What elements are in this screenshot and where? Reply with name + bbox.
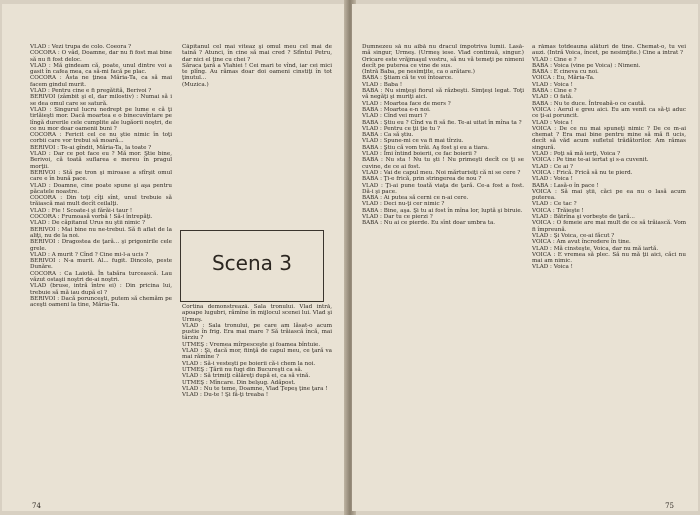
text-paragraph: BABA : Lasă-o în pace ! <box>532 182 599 189</box>
page-number-left: 74 <box>32 502 41 510</box>
text-paragraph: VLAD : Pentru ce ţii ţie tu ? <box>362 125 441 132</box>
text-paragraph: VLAD : Îmi întind boierii, ce fac boierii ? <box>362 151 477 158</box>
text-paragraph: VLAD : A murit ? Cînd ? Cine mi-l-a ucis ? <box>30 251 149 258</box>
text-paragraph: COCORA : Frumoasă vorbă ! Să-i întrepăţi. <box>30 214 153 221</box>
text-paragraph: VOICA : Frică. Frică să nu te pierd. <box>532 169 633 176</box>
text-paragraph: COCORA : Ăsta ne ţinea Măria-Ta, ca să mai facem gindul murit. <box>30 75 172 88</box>
text-paragraph: BERIVOI : N-a murit. Al... fugit. Dincolo, peste Dunăre. <box>30 258 172 271</box>
text-paragraph: VLAD : Dar ce pot face eu ? Mă mor. Ştie bine, Berivoi, că toată suflarea e mereu în pragul morţii. <box>30 151 172 170</box>
text-paragraph: BERIVOI (zâmbit şi el, dar milostiv) : Numai să i se dea omul care se satură. <box>30 94 172 107</box>
text-paragraph: VLAD : Voica ! <box>532 264 573 271</box>
text-paragraph: BABA : Ştiam că te voi întoarce. <box>362 75 453 82</box>
text-paragraph: VLAD : Vezi trupa de colo. Coeora ? <box>30 44 132 50</box>
text-paragraph: BERIVOI : Mai bine nu ne-trebui. Să fi aflat de la aliţi, nu de la noi. <box>30 226 172 239</box>
text-paragraph: VLAD : Fie ! Scoate-i şi fărăi-i taur ! <box>30 207 133 214</box>
text-paragraph: COCORA : Din toţi cîţi sînt, unul trebuie să trăiască mai mult decît ceilalţi. <box>30 195 172 208</box>
text-paragraph: Dumnezeu să nu aibă nu dracul împotriva lumii. Lasă-mă singur, Urmeş. (Urmeş iese. Vlad continuă, singur.) Oricare este vrăjmaşul vostru, să nu vă temeţi pe nimeni decît pe puterea ce vine de sus. <box>362 44 524 69</box>
text-paragraph: VLAD : Mă gindeam că, poate, unul dintre voi a gasit în cafea mea, ca să-mi facă pe plac. <box>30 62 172 76</box>
text-paragraph: COCORA : Fericit cel ce nu ştie nimic în toţi corbii care vor trebui să moară... <box>30 132 172 145</box>
text-paragraph: VLAD (bruse, intră între ei) : Din pricina lui, trebuie să mă iau după el ? <box>30 283 172 296</box>
text-paragraph: VLAD : Şi, dacă mor, fiinţă de capul meu, ce ţară va mai rămîne ? <box>182 348 332 361</box>
text-paragraph: BABA : Ai putea să cerni ce n-ai cere. <box>362 195 469 202</box>
right-page-column-2 <box>532 44 686 511</box>
text-paragraph: BERIVOI : Stă pe tron şi miroase a sfîrşit omul care e în bună pace. <box>30 169 172 183</box>
text-paragraph: VOICA : Trăieşte ! <box>532 207 584 214</box>
text-paragraph: VLAD : Mă cinsteşte, Voica, dar nu mă iartă. <box>532 245 659 252</box>
text-paragraph: VOICA : Aerul e greu aici. Eu am venit ca să-ţi aduc ce ţi-ai poruncit. <box>532 106 686 120</box>
text-paragraph: BABA : Nu simţeşi fiorul să răzbeşti. Simţeşi legat. Toţi vă negăţi şi muriţi aici. <box>362 88 524 101</box>
text-paragraph: (Muzica.) <box>182 81 209 88</box>
text-paragraph: VOICA : Să mai ştii, căci pe ea nu o lasă acum puterea. <box>532 188 686 202</box>
text-paragraph: BABA : Ştiu eu ? Cînd va fi să fie. Te-ai uitat în mîna ta ? <box>362 119 522 126</box>
text-paragraph: VLAD : Ţi-ai pune toată viaţa de ţară. Ce-a fost a fost. Dă-i şi pace. <box>362 182 524 195</box>
text-paragraph: VLAD : Ce ai ? <box>532 163 573 170</box>
text-paragraph: BABA : Ca să ştiu. <box>362 132 414 139</box>
text-paragraph: BABA : Voica (vine pe Voica) : Nimeni. <box>532 62 641 69</box>
text-paragraph: BABA : Ţi-e frică, prin stringerea de nou ? <box>362 176 482 183</box>
text-paragraph: VOICA : E vremea să plec. Să nu mă ţii aici, căci nu mai am nimic. <box>532 251 686 265</box>
text-paragraph: UTMEŞ : Vremea mîrpesceşte şi foamea bîntuie. <box>182 341 321 348</box>
left-page-column-3 <box>182 304 332 510</box>
text-paragraph: UTMEŞ : Mîncare. Din belşug. Adăpost. <box>182 379 296 386</box>
text-paragraph: BABA : Ştiu că vom trăi. Aş fost şi eu a tiara. <box>362 144 489 151</box>
left-page <box>2 4 346 511</box>
text-paragraph: BABA : E cineva cu noi. <box>532 69 599 76</box>
text-paragraph: a rămas totdeauna alături de tine. Chemat-o, tu vei auzi. (Intră Voica, încet, pe nesimţite.) Cine a intrat ? <box>532 44 686 57</box>
text-paragraph: BABA : Nu sta ! Nu tu şti ! Nu primeşti decît ce ţi se cuvine, de ce ai fost. <box>362 157 524 170</box>
text-paragraph: VLAD : Du-te ! Şi fă-ţi treaba ! <box>182 392 269 399</box>
text-paragraph: VOICA : Am avut încredere în tine. <box>532 239 631 246</box>
left-page-column-1 <box>30 44 172 511</box>
text-paragraph: VLAD : Să-i vesteşti pe boierii că-i chem la noi. <box>182 360 316 367</box>
text-paragraph: VLAD : Nu te teme, Doamne, Vlad Ţepeş ţine ţara ! <box>182 385 328 392</box>
text-paragraph: VLAD : Doamne, cine poate spune şi aşa pentru păcatele noastre. <box>30 182 172 195</box>
text-paragraph: (Intră Baba, pe nesimţite, ca o arătare.) <box>362 69 475 76</box>
text-paragraph: VLAD : Voica ! <box>532 176 573 183</box>
text-paragraph: VLAD : Pentru cine e fi pregătită, Berivoi ? <box>30 88 152 95</box>
scene-heading-box <box>180 230 324 302</box>
text-paragraph: VLAD : Cine e ? <box>532 56 577 63</box>
text-paragraph: VOICA : O femeie are mai mult de ce să trăiască. Vom fi împreună. <box>532 220 686 233</box>
text-paragraph: BABA : Moartea e-n noi. <box>362 106 431 113</box>
text-paragraph: VLAD : O fată. <box>532 94 573 101</box>
right-page-column-1 <box>362 44 524 511</box>
text-paragraph: COCORA : Ca Laiotă. În tabăra turcească. Lau văzut ostaşii noştri de-ai noştri. <box>30 270 172 283</box>
text-paragraph: VLAD : Voica ! <box>532 119 573 126</box>
text-paragraph: VLAD : Spune-mi ce va fi mai tîrziu. <box>362 138 464 145</box>
text-paragraph: COCORA : O văd, Doamne, dar nu fi fost mai bine să nu fi fost deloc. <box>30 50 172 63</box>
text-paragraph: VLAD : Dar tu ce pierzi ? <box>362 214 433 221</box>
text-paragraph: VOICA : Pe tine te-ai iertat şi s-a cuvenit. <box>532 157 649 164</box>
text-paragraph: BERIVOI : Dragostea de ţară... şi prigonirile cele grele. <box>30 239 172 252</box>
left-page-column-2 <box>182 44 332 214</box>
text-paragraph: VLAD : Poţi să mă ierţi, Voica ? <box>532 151 621 158</box>
text-paragraph: Căpitanul cel mai viteaz şi omul meu cel mai de taină ? Atunci, în cine să mai cred ? Sfîntul Petru, dar nici el ţine cu chei ? <box>182 44 332 63</box>
text-paragraph: VLAD : Şi Voica, ce-ai făcut ? <box>532 232 615 239</box>
text-paragraph: VLAD : De căpitanul Urus nu ştii nimic ? <box>30 220 145 227</box>
text-paragraph: VLAD : Moartea face de mers ? <box>362 100 451 107</box>
text-paragraph: Săraca ţară a Vlahiei ! Cei mari te vînd, iar cei mici te plîng. Au rămas doar doi oameni cinstiţi în tot ţinutul... <box>182 62 332 82</box>
text-paragraph: VLAD : Să trimiţi călăreţi după ei, ca să vină. <box>182 373 311 380</box>
text-paragraph: BABA : Bine, aşa. Şi tu ai fost în mîna lor, luptă şi biruie. <box>362 207 523 214</box>
text-paragraph: VLAD : Voica ! <box>532 81 573 88</box>
text-paragraph: VLAD : Sala tronului, pe care am lăsat-o acum pustie în frig. Era mai mare ? Să trăiască încă, mai târziu ? <box>182 322 332 342</box>
text-paragraph: VLAD : Deci nu-ţi cer nimic ? <box>362 201 445 208</box>
scene-title: Scena 3 <box>211 251 292 275</box>
text-paragraph: BABA : Nu te duce. Întreabă-o ce caută. <box>532 100 646 107</box>
text-paragraph: UTMEŞ : Ţării nu fugi din Bucureşti ca să. <box>182 366 303 373</box>
text-paragraph: VLAD : Singurul lucru nedrept pe lume e că ţi tirlăieşti mor. Dacă moartea e o binecuvîntare pe lîngă durerile cele cumplite ale lugăorii noştri, de ce nu mor doar oamenii buni ? <box>30 106 172 132</box>
text-paragraph: Cortina demonstrează. Sala tronului. Vlad intră, apoape lugubri, rămîne în mijlocul scenei lui. Vlad şi Urmeş. <box>182 304 332 323</box>
text-paragraph: BERIVOI : Te-ai gîndit, Măria-Ta, la toate ? <box>30 144 152 151</box>
text-paragraph: VLAD : Bătrîna şi vorbeşte de ţară... <box>532 214 635 221</box>
text-paragraph: BABA : Cine e ? <box>532 88 577 95</box>
text-paragraph: VLAD : Vai de capul meu. Noi mărturisiţi că ni se cere ? <box>362 169 521 176</box>
text-paragraph: VOICA : De ce nu mai spuneţi nimic ? De ce m-ai chemat ? Era mai bine pentru mine să mă fi ucis, decît să văd acum sufletul trădătorilor. Am rămas singură. <box>532 125 686 151</box>
text-paragraph: VOICA : Eu, Măria-Ta. <box>532 75 595 82</box>
text-paragraph: VLAD : Cînd vei muri ? <box>362 113 427 120</box>
text-paragraph: VLAD : Ce tac ? <box>532 201 577 208</box>
text-paragraph: VLAD : Baba ! <box>362 81 403 88</box>
text-paragraph: BERIVOI : Dacă porunceşti, putem să chemăm pe aceşti oameni la tine, Măria-Ta. <box>30 295 172 309</box>
text-paragraph: BABA : Nu ai ce pierde. Eu sînt doar umbra ta. <box>362 220 496 227</box>
page-number-right: 75 <box>665 502 674 510</box>
right-page <box>352 4 698 511</box>
